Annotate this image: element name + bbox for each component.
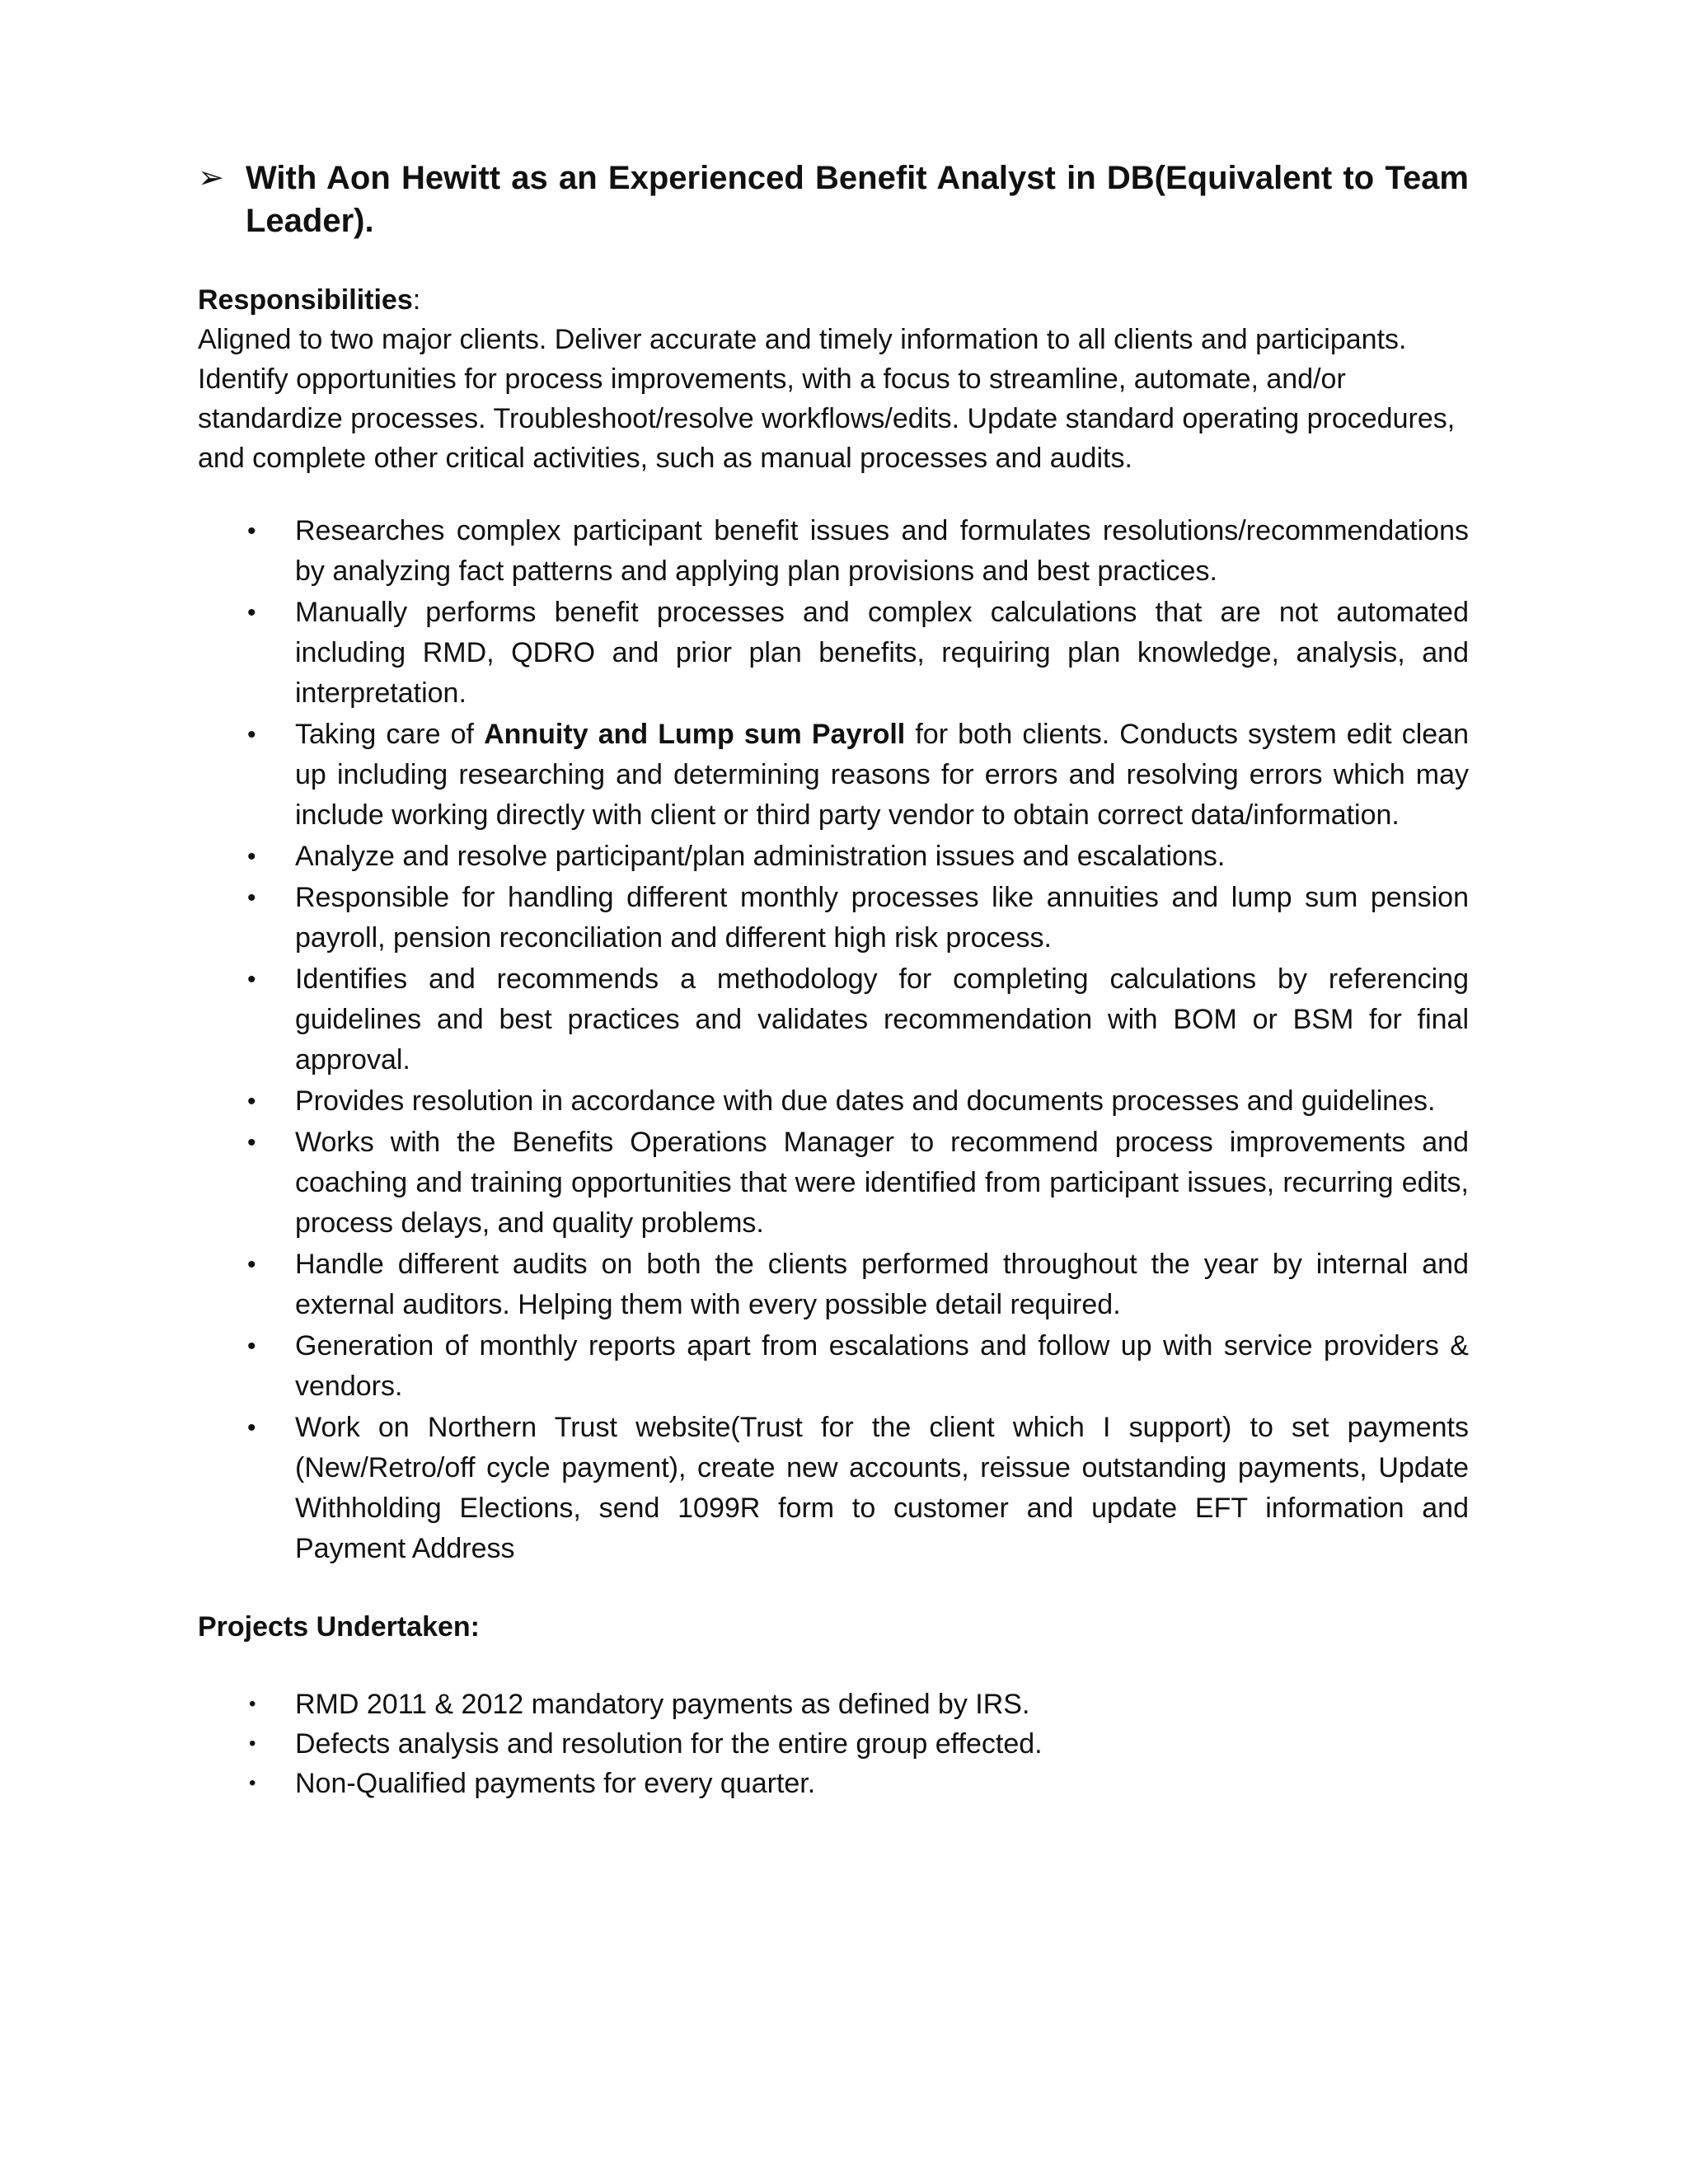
list-item bbox=[198, 1326, 1469, 1407]
list-item bbox=[198, 715, 1469, 836]
bullet-icon: • bbox=[247, 518, 256, 545]
project-item-text: Defects analysis and resolution for the entire group effected. bbox=[295, 1728, 1043, 1760]
bullet-icon: • bbox=[247, 884, 256, 912]
list-item-text: Work on Northern Trust website(Trust for the client which I support) to set payments (New/Retro/off cycle payment), create new accounts, reissue outstanding payments, Update Withholding Elections, send 1099R form to customer and update EFT information and Payment Address bbox=[295, 1412, 1469, 1564]
responsibilities-summary: Aligned to two major clients. Deliver accurate and timely information to all clients and participants. Identify opportunities for process improvements, with a focus to streamline, automate, and/or standardize processes. Troubleshoot/resolve workflows/edits. Update standard operating procedures, and complete other critical activities, such as manual processes and audits. bbox=[198, 324, 1456, 474]
projects-list bbox=[198, 1685, 1469, 1803]
bullet-icon: • bbox=[247, 721, 256, 748]
bullet-icon: • bbox=[249, 1772, 256, 1794]
list-item-suffix: for both clients. Conducts system edit clean up including researching and determining reasons for errors and resolving errors which may include working directly with client or third party vendor to obtain correct data/information. bbox=[295, 719, 1469, 831]
list-item-text: Researches complex participant benefit issues and formulates resolutions/recommendations by analyzing fact patterns and applying plan provisions and best practices. bbox=[295, 515, 1469, 587]
list-item bbox=[198, 1764, 1469, 1803]
bullet-icon: • bbox=[247, 1088, 256, 1115]
list-item bbox=[198, 593, 1469, 714]
bullet-icon: • bbox=[247, 1251, 256, 1278]
list-item bbox=[198, 1408, 1469, 1569]
list-item-text: Responsible for handling different monthly processes like annuities and lump sum pension payroll, pension reconciliation and different high risk process. bbox=[295, 882, 1469, 954]
responsibilities-list bbox=[198, 511, 1469, 1569]
list-item-text: Works with the Benefits Operations Manager to recommend process improvements and coaching and training opportunities that were identified from participant issues, recurring edits, process delays, and quality problems. bbox=[295, 1127, 1469, 1239]
list-item-emphasis: Annuity and Lump sum Payroll bbox=[484, 719, 906, 750]
project-item-text: Non-Qualified payments for every quarter. bbox=[295, 1768, 816, 1799]
list-item bbox=[198, 1081, 1469, 1122]
list-item bbox=[198, 1685, 1469, 1724]
list-item bbox=[198, 959, 1469, 1080]
list-item bbox=[198, 837, 1469, 877]
list-item bbox=[198, 1724, 1469, 1764]
bullet-icon: • bbox=[247, 599, 256, 626]
list-item-text: Manually performs benefit processes and complex calculations that are not automated including RMD, QDRO and prior plan benefits, requiring plan knowledge, analysis, and interpretation. bbox=[295, 597, 1469, 709]
bullet-icon: • bbox=[247, 1414, 256, 1441]
bullet-icon: • bbox=[249, 1732, 256, 1755]
bullet-icon: • bbox=[247, 1333, 256, 1360]
list-item bbox=[198, 878, 1469, 958]
job-heading bbox=[198, 157, 1469, 242]
list-item bbox=[198, 1244, 1469, 1325]
bullet-icon: • bbox=[247, 1129, 256, 1156]
list-item-text: Generation of monthly reports apart from escalations and follow up with service providers & vendors. bbox=[295, 1330, 1469, 1402]
arrow-bullet-icon: ➢ bbox=[198, 161, 224, 195]
job-title: With Aon Hewitt as an Experienced Benefit Analyst in DB(Equivalent to Team Leader). bbox=[246, 160, 1469, 239]
list-item-text: Handle different audits on both the clients performed throughout the year by internal and external auditors. Helping them with every possible detail required. bbox=[295, 1249, 1469, 1320]
responsibilities-label: Responsibilities bbox=[198, 284, 413, 316]
list-item-text: Analyze and resolve participant/plan administration issues and escalations. bbox=[295, 841, 1226, 872]
list-item bbox=[198, 1122, 1469, 1244]
responsibilities-heading bbox=[198, 280, 1469, 320]
project-item-text: RMD 2011 & 2012 mandatory payments as defined by IRS. bbox=[295, 1689, 1030, 1720]
bullet-icon: • bbox=[247, 966, 256, 993]
projects-heading: Projects Undertaken: bbox=[198, 1611, 480, 1643]
list-item bbox=[198, 511, 1469, 592]
resume-content bbox=[198, 157, 1469, 1803]
bullet-icon: • bbox=[247, 843, 256, 870]
list-item-text: Identifies and recommends a methodology for completing calculations by referencing guidelines and best practices and validates recommendation with BOM or BSM for final approval. bbox=[295, 963, 1469, 1076]
bullet-icon: • bbox=[249, 1693, 256, 1715]
list-item-prefix: Taking care of bbox=[295, 719, 485, 750]
responsibilities-colon: : bbox=[412, 284, 421, 316]
list-item-text: Provides resolution in accordance with due dates and documents processes and guidelines. bbox=[295, 1085, 1436, 1117]
